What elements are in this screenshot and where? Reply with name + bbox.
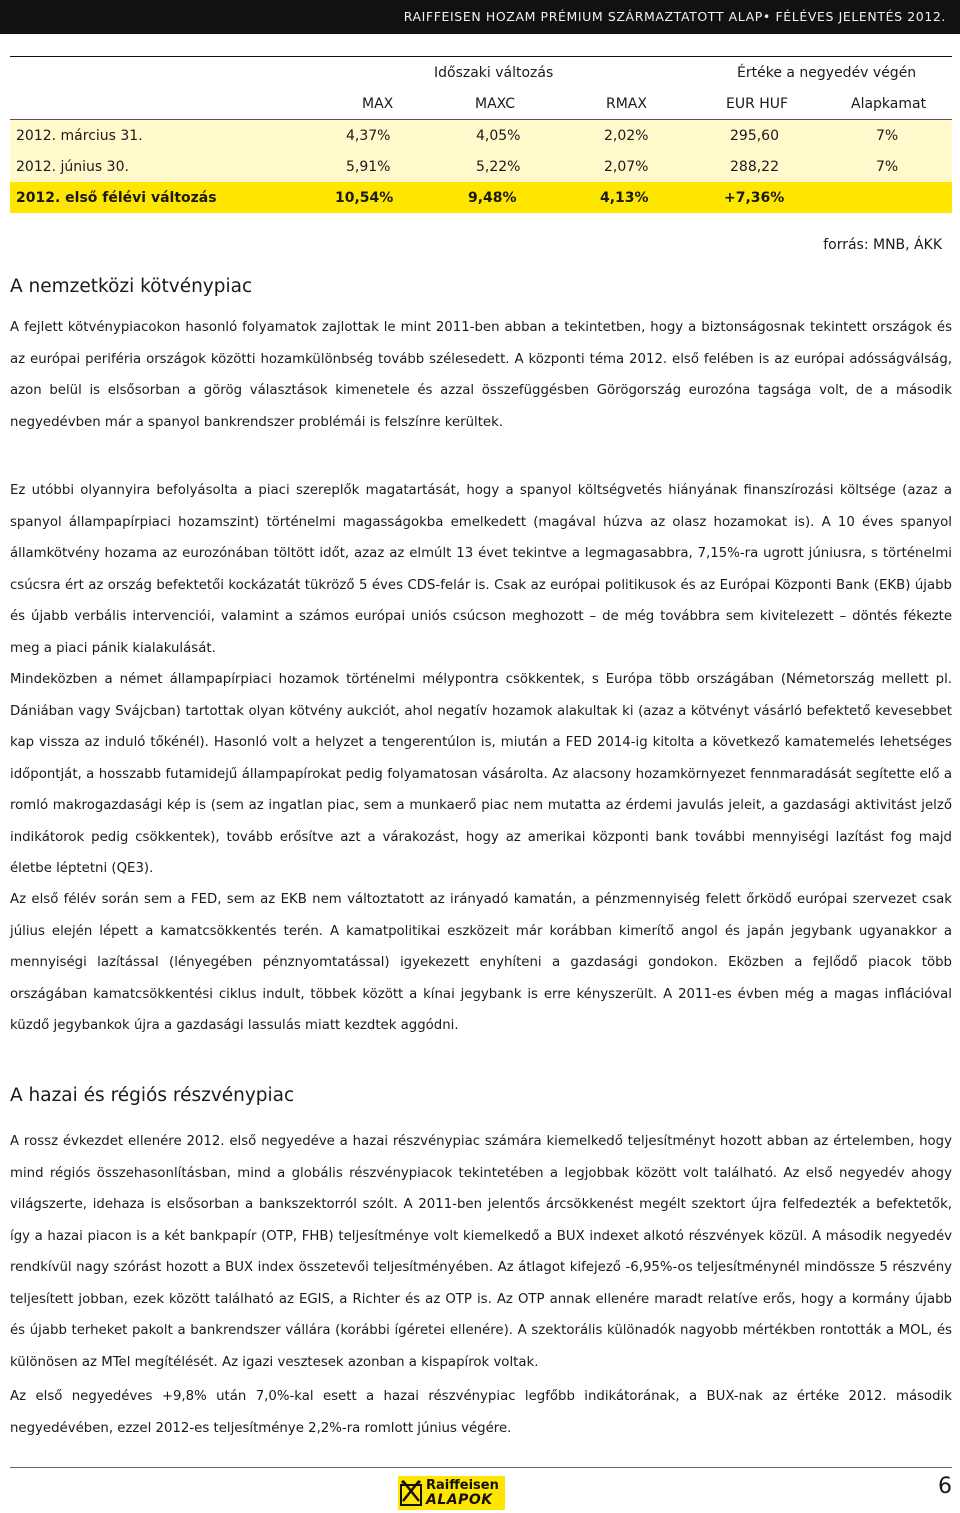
cell-maxc: 4,05% bbox=[476, 128, 521, 144]
section-heading-equity-market: A hazai és régiós részvénypiac bbox=[10, 1085, 295, 1106]
cell-alapkamat: 7% bbox=[876, 159, 899, 175]
paragraph: A fejlett kötvénypiacokon hasonló folyamatok zajlottak le mint 2011-ben abban a tekintetben, hogy a biztonságosnak tekintett országok és az európai periféria országok közötti hozamkülönbség tovább szélesedett. A központi téma 2012. első felében is az európai adósságválság, azon belül is elsősorban a görög választások kimenetele és azzal összefüggésben Görögország eurozóna tagsága volt, de a második negyedévben már a spanyol bankrendszer problémái is felszínre kerültek. bbox=[10, 320, 952, 430]
cell-eurhuf: 288,22 bbox=[730, 159, 779, 175]
table-column-header bbox=[10, 88, 952, 120]
logo-text bbox=[424, 1476, 505, 1510]
footer-divider bbox=[10, 1467, 952, 1468]
cell-max: 4,37% bbox=[346, 128, 391, 144]
cell-eurhuf: +7,36% bbox=[724, 190, 785, 206]
cell-rmax: 2,07% bbox=[604, 159, 649, 175]
cell-max: 10,54% bbox=[335, 190, 394, 206]
col-max: MAX bbox=[362, 96, 394, 112]
table-source: forrás: MNB, ÁKK bbox=[823, 237, 942, 253]
paragraph: A rossz évkezdet ellenére 2012. első negyedéve a hazai részvénypiac számára kiemelkedő teljesítményt hozott abban az értelemben, hogy mind régiós összehasonlításban, mind a globális részvénypiacok tekintetében a legjobbak között volt található. Az első negyedév ahogy világszerte, idehaza is elsősorban a bankszektorról szólt. A 2011-ben jelentős árcsökkenést megélt szektort újra felfedezték a befektetők, így a hazai piacon is a két bankpapír (OTP, FHB) teljesítménye volt kiemelkedő a BUX indexet alkotó részvények közül. A második negyedév rendkívül nagy szórást hozott a BUX index összetevői teljesítményében. Az átlagot kifejező -6,95%-os teljesítménynél mindössze 5 részvény teljesített jobban, ezek között található az EGIS, a Richter és az OTP is. Az OTP annak ellenére maradt relatíve erős, hogy a kormány újabb és újabb terheket pakolt a bankrendszer vállára (korábbi ígéretei ellenére). A szektorális különadók nagyobb mértékben rontották a MOL, és különösen az MTel megítélését. Az igazi vesztesek azonban a kispapírok voltak. bbox=[10, 1134, 952, 1370]
table-row bbox=[10, 120, 952, 151]
col-eurhuf: EUR HUF bbox=[726, 96, 789, 112]
cell-maxc: 9,48% bbox=[468, 190, 517, 206]
crossed-gables-icon bbox=[398, 1476, 424, 1510]
group-header-period-change: Időszaki változás bbox=[434, 65, 554, 81]
cell-maxc: 5,22% bbox=[476, 159, 521, 175]
paragraph: Az első félév során sem a FED, sem az EKB nem változtatott az irányadó kamatán, a pénzmennyiség felett őrködő európai szervezet csak július elején lépett a kamatcsökkentés terén. A kamatpolitikai eszközeit már korábban kimerítő angol és japán jegybank ugyanakkor a mennyiségi lazítással (lényegében pénznyomtatással) igyekezett enyhíteni a gazdasági gondokon. Eközben a fejlődő piacok több országában kamatcsökkentési ciklus indult, többek között a kínai jegybank is erre kényszerült. A 2011-es évben még a magas inflációval küzdő jegybankok újra a gazdasági lassulás miatt kezdtek aggódni. bbox=[10, 892, 952, 1033]
cell-eurhuf: 295,60 bbox=[730, 128, 779, 144]
cell-rmax: 4,13% bbox=[600, 190, 649, 206]
cell-alapkamat: 7% bbox=[876, 128, 899, 144]
col-alapkamat: Alapkamat bbox=[851, 96, 927, 112]
cell-rmax: 2,02% bbox=[604, 128, 649, 144]
performance-table bbox=[10, 56, 952, 213]
raiffeisen-logo bbox=[398, 1476, 505, 1510]
col-maxc: MAXC bbox=[475, 96, 516, 112]
page-number: 6 bbox=[938, 1474, 952, 1499]
table-group-header bbox=[10, 57, 952, 88]
paragraph: Ez utóbbi olyannyira befolyásolta a piaci szereplők magatartását, hogy a spanyol költségvetés hiányának finanszírozási költsége (azaz a spanyol állampapírpiaci hozamszint) történelmi magasságokba emelkedett (magával húzva az olasz hozamokat is). A 10 éves spanyol államkötvény hozama az eurozónában töltött időt, azaz az elmúlt 13 évet tekintve a legmagasabbra, 7,15%-ra ugrott júniusra, s történelmi csúcsra ért az ország befektetői kockázatát tükröző 5 éves CDS-felár is. Csak az európai politikusok és az Európai Központi Bank (EKB) újabb és újabb verbális intervenciói, valamint a számos európai uniós csúcson meghozott – de még továbbra sem kivitelezett – döntés fékezte meg a piaci pánik kialakulását. bbox=[10, 483, 952, 656]
group-header-quarter-end: Értéke a negyedév végén bbox=[737, 65, 917, 81]
col-rmax: RMAX bbox=[606, 96, 647, 112]
cell-max: 5,91% bbox=[346, 159, 391, 175]
row-label: 2012. március 31. bbox=[16, 128, 143, 144]
paragraph: Mindeközben a német állampapírpiaci hozamok történelmi mélypontra csökkentek, s Európa több országában (Németország mellett pl. Dániában vagy Svájcban) tartottak olyan kötvény aukciót, ahol negatív hozamok alakultak ki (azaz a kötvényt vásárló befektető kevesebbet kap vissza az induló tőkénél). Hasonló volt a helyzet a tengerentúlon is, miután a FED 2014-ig kitolta a következő kamatemelés lehetséges időpontját, a hosszabb futamidejű állampapírokat pedig folyamatosan vásárolta. Az alacsony hozamkörnyezet fennmaradását segítette elő a romló makrogazdasági kép is (sem az ingatlan piac, sem a munkaerő piac nem mutatta az érdemi javulás jeleit, a gazdasági aktivitást jelző indikátorok pedig csökkentek), tovább erősítve azt a várakozást, hogy az amerikai központi bank további mennyiségi lazítást fog majd életbe léptetni (QE3). bbox=[10, 672, 952, 876]
report-header-title: RAIFFEISEN HOZAM PRÉMIUM SZÁRMAZTATOTT ALAP• FÉLÉVES JELENTÉS 2012. bbox=[403, 9, 946, 24]
logo-line-2: ALAPOK bbox=[426, 1492, 493, 1508]
table-row bbox=[10, 151, 952, 182]
report-header bbox=[0, 0, 960, 34]
paragraph: Az első negyedéves +9,8% után 7,0%-kal esett a hazai részvénypiac legfőbb indikátorának, a BUX-nak az értéke 2012. második negyedévében, ezzel 2012-es teljesítménye 2,2%-ra romlott június végére. bbox=[10, 1389, 952, 1436]
row-label: 2012. június 30. bbox=[16, 159, 129, 175]
logo-line-1: Raiffeisen bbox=[426, 1478, 499, 1493]
section-heading-bond-market: A nemzetközi kötvénypiac bbox=[10, 276, 253, 297]
table-row-total bbox=[10, 182, 952, 213]
row-label: 2012. első félévi változás bbox=[16, 190, 217, 206]
